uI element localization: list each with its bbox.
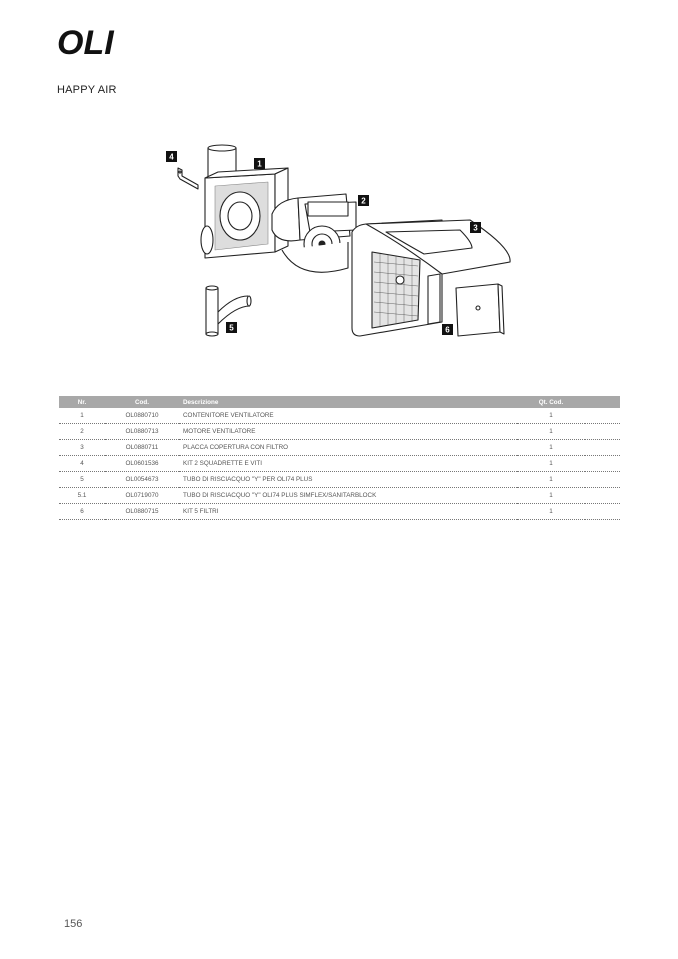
cell-spacer [585, 472, 620, 488]
callout-label: 6 [445, 325, 450, 335]
cell-nr: 6 [59, 504, 105, 520]
callout-label: 1 [257, 159, 262, 169]
cell-qty: 1 [517, 440, 585, 456]
table-row [59, 456, 620, 472]
table-row [59, 440, 620, 456]
cell-spacer [585, 504, 620, 520]
column-header-cod: Cod. [105, 396, 179, 408]
cell-nr: 5 [59, 472, 105, 488]
bracket-part [178, 168, 198, 189]
cell-description: MOTORE VENTILATORE [179, 424, 517, 440]
cell-qty: 1 [517, 456, 585, 472]
column-header-spacer [585, 396, 620, 408]
column-header-description: Descrizione [179, 396, 517, 408]
cell-qty: 1 [517, 472, 585, 488]
table-row [59, 472, 620, 488]
callout-label: 5 [229, 323, 234, 333]
cell-spacer [585, 424, 620, 440]
cell-spacer [585, 488, 620, 504]
column-header-qty: Qt. Cod. [517, 396, 585, 408]
logo-text: OLI [57, 26, 114, 58]
callout-badge-4 [166, 151, 177, 162]
page-subtitle: HAPPY AIR [57, 84, 117, 96]
cell-cod: OL0880715 [105, 504, 179, 520]
cell-spacer [585, 456, 620, 472]
cell-cod: OL0880710 [105, 408, 179, 424]
cell-spacer [585, 440, 620, 456]
cell-description: KIT 5 FILTRI [179, 504, 517, 520]
cell-spacer [585, 408, 620, 424]
cell-cod: OL0880711 [105, 440, 179, 456]
cell-description: TUBO DI RISCIACQUO "Y" OLI74 PLUS SIMFLEX/SANITARBLOCK [179, 488, 517, 504]
table-header [59, 396, 620, 408]
parts-table [59, 396, 620, 520]
cell-description: KIT 2 SQUADRETTE E VITI [179, 456, 517, 472]
cell-nr: 1 [59, 408, 105, 424]
callout-badge-2 [358, 195, 369, 206]
cell-qty: 1 [517, 408, 585, 424]
cell-cod: OL0719070 [105, 488, 179, 504]
cell-cod: OL0054673 [105, 472, 179, 488]
cell-cod: OL0601536 [105, 456, 179, 472]
callout-label: 3 [473, 223, 478, 233]
cell-description: TUBO DI RISCIACQUO "Y" PER OLI74 PLUS [179, 472, 517, 488]
callout-label: 2 [361, 196, 366, 206]
cell-cod: OL0880713 [105, 424, 179, 440]
page-number: 156 [64, 918, 83, 930]
filter-pad-part [456, 284, 504, 336]
cell-qty: 1 [517, 504, 585, 520]
blower-motor-part [272, 194, 356, 272]
cell-description: CONTENITORE VENTILATORE [179, 408, 517, 424]
cell-description: PLACCA COPERTURA CON FILTRO [179, 440, 517, 456]
exploded-parts-diagram [160, 140, 520, 350]
table-row [59, 408, 620, 424]
callout-badge-6 [442, 324, 453, 335]
cell-nr: 2 [59, 424, 105, 440]
table-row [59, 424, 620, 440]
table-row [59, 488, 620, 504]
cell-nr: 3 [59, 440, 105, 456]
callout-label: 4 [169, 152, 174, 162]
cell-qty: 1 [517, 424, 585, 440]
cell-nr: 5.1 [59, 488, 105, 504]
callout-badge-3 [470, 222, 481, 233]
fan-housing-part [201, 145, 288, 258]
cell-nr: 4 [59, 456, 105, 472]
callout-badge-5 [226, 322, 237, 333]
oli-logo [57, 26, 125, 58]
callout-badge-1 [254, 158, 265, 169]
column-header-nr: Nr. [59, 396, 105, 408]
table-row [59, 504, 620, 520]
cell-qty: 1 [517, 488, 585, 504]
